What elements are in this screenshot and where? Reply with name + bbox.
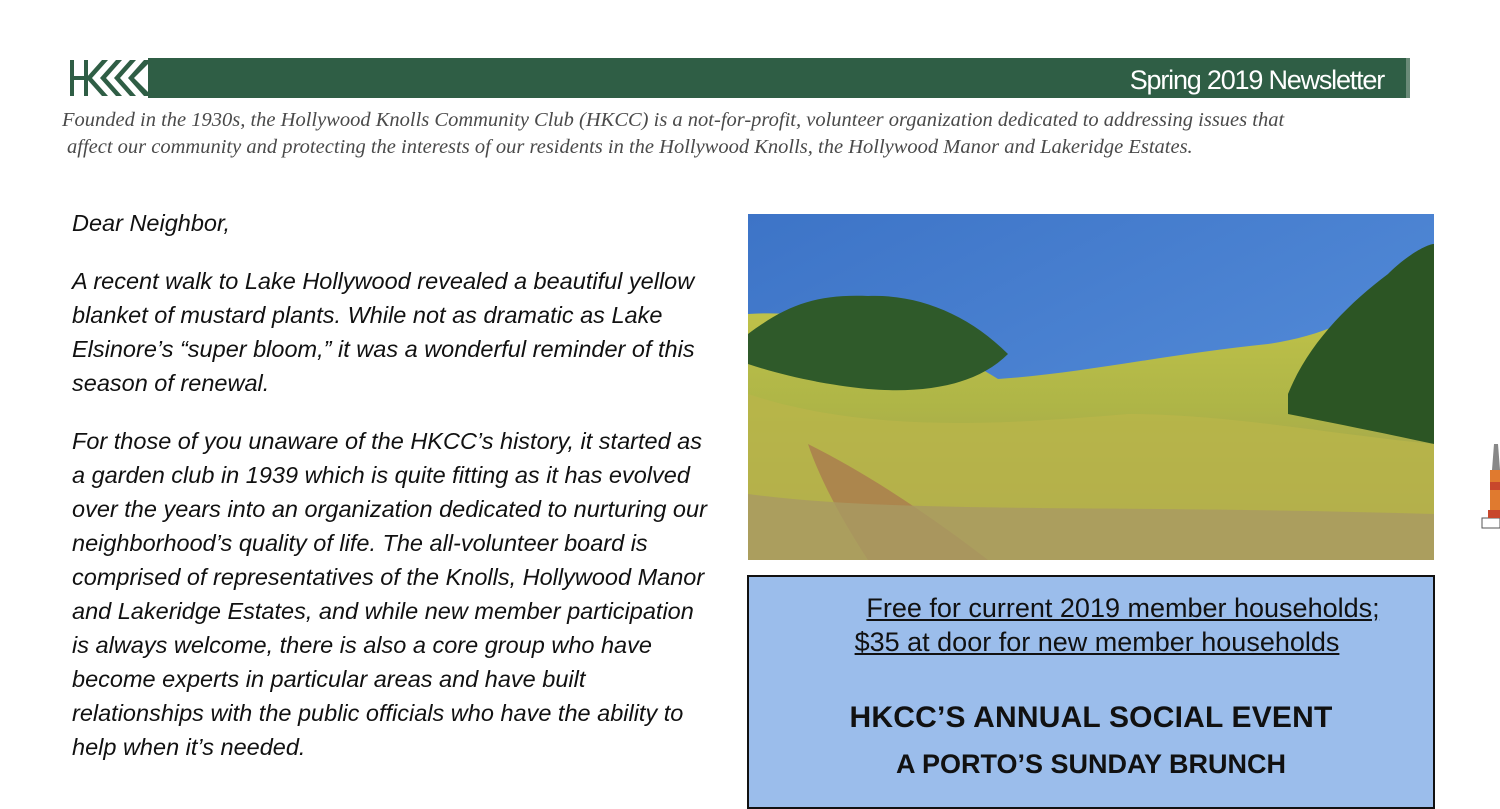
letter-paragraph: For those of you unaware of the HKCC’s history, it started as a garden club in 1939 which is quite fitting as it has evolved over the years into an organization dedicated to nurturing our neighborhood’s quality of life. The all-volunteer board is comprised of representatives of the Knolls, Hollywood Manor and Lakeridge Estates, and while new member participation is always welcome, there is also a core group who have become experts in particular areas and have built relationships with the public officials who have the ability to help when it’s needed. <box>72 428 707 760</box>
event-callout <box>747 575 1435 809</box>
intro-statement <box>62 107 1402 161</box>
hkcc-logo-icon <box>68 58 148 98</box>
hillside-mustard-photo <box>748 214 1434 560</box>
event-title: HKCC’S ANNUAL SOCIAL EVENT <box>849 701 1333 734</box>
intro-line-1: Founded in the 1930s, the Hollywood Knolls Community Club (HKCC) is a not-for-profit, volunteer organization dedicated to addressing issues that <box>62 109 1285 131</box>
fee-line-2: $35 at door for new member households <box>854 627 1340 657</box>
event-subtitle: A PORTO’S SUNDAY BRUNCH <box>895 749 1287 779</box>
letter-body <box>72 206 712 788</box>
banner-edge <box>1406 58 1410 98</box>
membership-fee-note <box>749 591 1433 659</box>
newsletter-title: Spring 2019 Newsletter <box>1129 65 1384 95</box>
letter-greeting: Dear Neighbor, <box>72 210 231 236</box>
letter-paragraph: A recent walk to Lake Hollywood revealed a beautiful yellow blanket of mustard plants. While not as dramatic as Lake Elsinore’s “super bloom,” it was a wonderful reminder of this season of renewal. <box>72 268 695 396</box>
partial-illustration-icon <box>1480 440 1500 536</box>
fee-line-1: Free for current 2019 member households; <box>866 593 1380 623</box>
intro-line-2: affect our community and protecting the interests of our residents in the Hollywood Knolls, the Hollywood Manor and Lakeridge Estates. <box>67 136 1193 158</box>
